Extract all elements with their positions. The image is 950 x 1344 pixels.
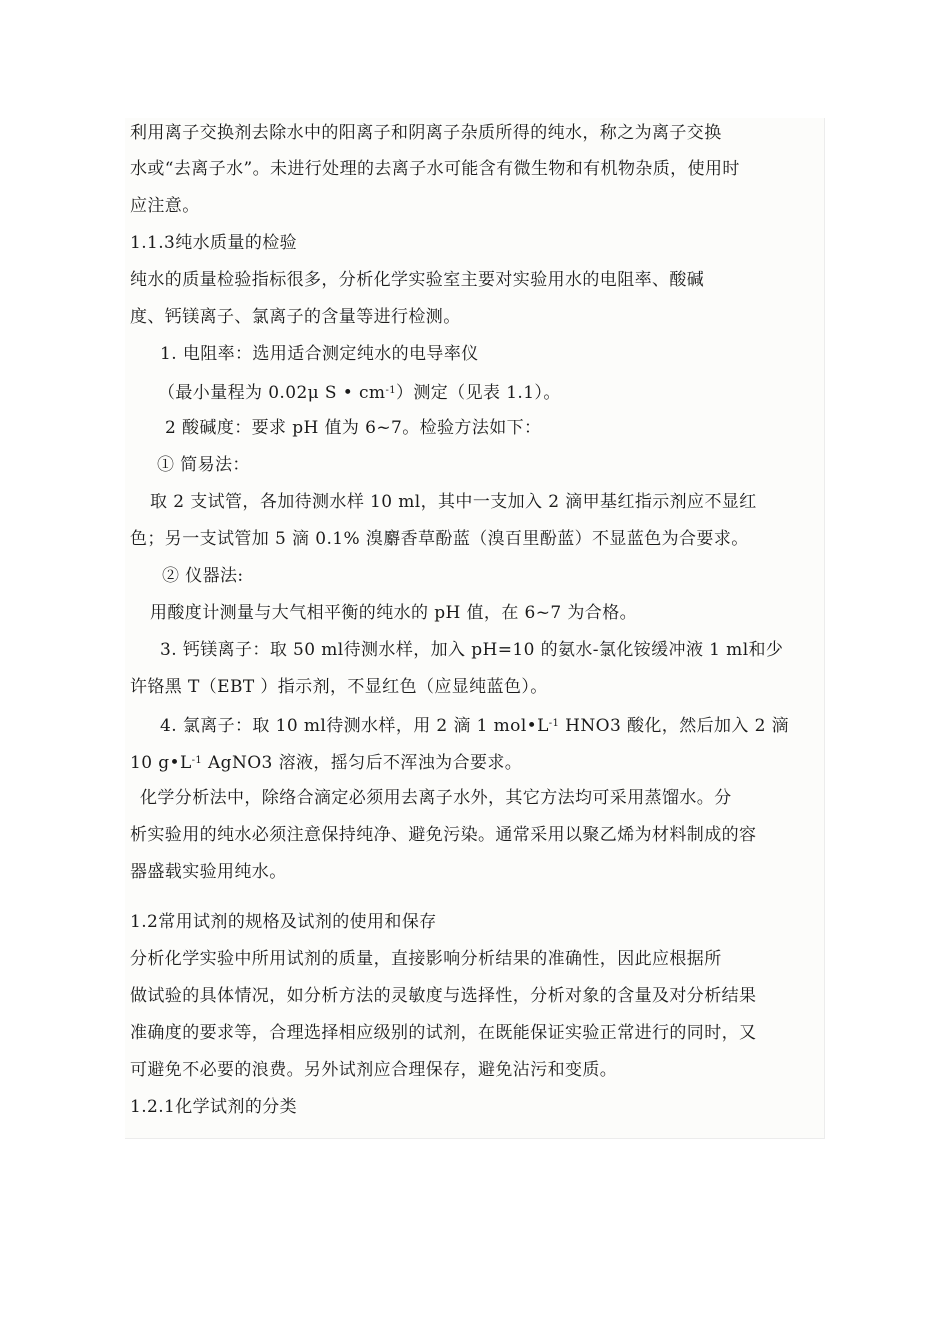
list-item-continuation: 10 $g•L^{-1}$ AgNO3 溶液，摇匀后不浑浊为合要求。	[130, 753, 523, 773]
section-heading: 1.1.3纯水质量的检验	[130, 233, 298, 253]
paragraph-line: 度、钙镁离子、氯离子的含量等进行检测。	[130, 307, 461, 327]
paragraph-line: 应注意。	[130, 196, 200, 216]
paragraph-line: 纯水的质量检验指标很多，分析化学实验室主要对实验用水的电阻率、酸碱	[130, 270, 705, 290]
paragraph-line: 准确度的要求等，合理选择相应级别的试剂，在既能保证实验正常进行的同时，又	[130, 1023, 757, 1043]
paragraph-line: 分析化学实验中所用试剂的质量，直接影响分析结果的准确性，因此应根据所	[130, 949, 722, 969]
section-heading: 1.2.1化学试剂的分类	[130, 1097, 298, 1117]
sub-method-heading: ② 仪器法:	[162, 566, 244, 586]
paragraph-line: 可避免不必要的浪费。另外试剂应合理保存，避免沾污和变质。	[130, 1060, 618, 1080]
paragraph-line: 做试验的具体情况，如分析方法的灵敏度与选择性，分析对象的含量及对分析结果	[130, 986, 757, 1006]
paragraph-line: 取 2 支试管，各加待测水样 10 ml，其中一支加入 2 滴甲基红指示剂应不显红	[150, 492, 757, 512]
list-item: 3. 钙镁离子：取 50 ml待测水样，加入 pH=10 的氨水-氯化铵缓冲液 1 ml和少	[160, 640, 784, 660]
list-item-continuation: 许铬黑 T（EBT ）指示剂，不显红色（应显纯蓝色）。	[130, 677, 548, 697]
paragraph-line: 色；另一支试管加 5 滴 0.1% 溴麝香草酚蓝（溴百里酚蓝）不显蓝色为合要求。	[130, 529, 749, 549]
list-item-continuation: （最小量程为 0.02μ S • $cm^{-1}$）测定（见表 1.1）。	[158, 383, 561, 403]
paragraph-line: 水或“去离子水”。未进行处理的去离子水可能含有微生物和有机物杂质，使用时	[130, 159, 740, 179]
list-item: 1. 电阻率：选用适合测定纯水的电导率仪	[160, 344, 479, 364]
paragraph-line: 析实验用的纯水必须注意保持纯净、避免污染。通常采用以聚乙烯为材料制成的容	[130, 825, 757, 845]
paragraph-line: 器盛载实验用纯水。	[130, 862, 287, 882]
list-item: 2 酸碱度：要求 pH 值为 6~7。检验方法如下：	[165, 418, 542, 438]
section-heading: 1.2常用试剂的规格及试剂的使用和保存	[130, 912, 437, 932]
list-item: 4. 氯离子：取 10 ml待测水样，用 2 滴 1 $mol•L^{-1}$ HNO3 酸化，然后加入 2 滴	[160, 716, 790, 736]
paragraph-line: 利用离子交换剂去除水中的阳离子和阴离子杂质所得的纯水，称之为离子交换	[130, 123, 722, 143]
paragraph-line: 用酸度计测量与大气相平衡的纯水的 pH 值，在 6~7 为合格。	[150, 603, 637, 623]
sub-method-heading: ① 简易法：	[157, 455, 250, 475]
paragraph-line: 化学分析法中，除络合滴定必须用去离子水外，其它方法均可采用蒸馏水。分	[140, 788, 732, 808]
